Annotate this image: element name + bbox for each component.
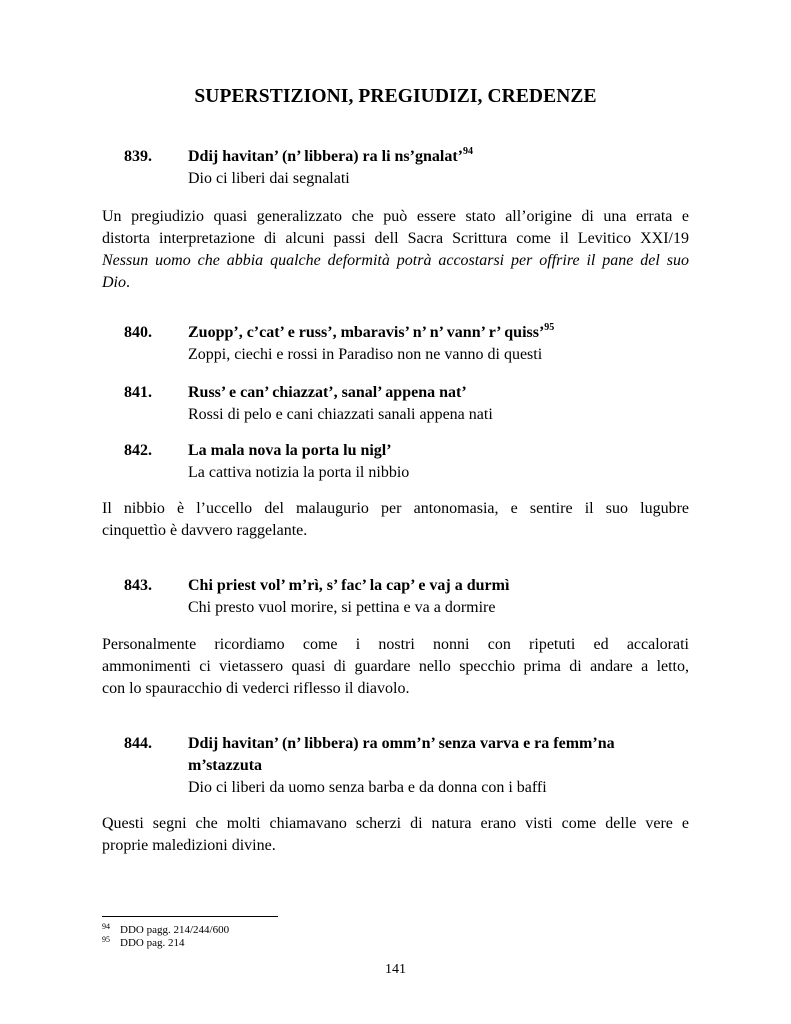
paragraph-line: distorta interpretazione di alcuni passi dell Sacra Scrittura come il Levitico XXI/19 bbox=[102, 230, 689, 247]
paragraph-line: proprie maledizioni divine. bbox=[102, 837, 276, 854]
proverb-entry-841 bbox=[124, 382, 689, 426]
proverb-dialect: Zuopp’, c’cat’ e russ’, mbaravis’ n’ n’ vann’ r’ quiss’$^{95}$ bbox=[188, 322, 555, 341]
commentary-paragraph bbox=[102, 813, 689, 857]
proverb-dialect bbox=[188, 733, 689, 777]
commentary-paragraph bbox=[102, 498, 689, 542]
proverb-entry-840 bbox=[124, 322, 689, 366]
proverb-translation: La cattiva notizia la porta il nibbio bbox=[188, 464, 410, 481]
proverb-translation: Zoppi, ciechi e rossi in Paradiso non ne vanno di questi bbox=[188, 346, 543, 363]
proverb-entry-843 bbox=[124, 575, 689, 619]
proverb-number: 844. bbox=[124, 735, 152, 752]
proverb-dialect: La mala nova la porta lu nigl’ bbox=[188, 442, 392, 459]
proverb-number: 841. bbox=[124, 384, 152, 401]
paragraph-line: con lo spauracchio di vederci riflesso il diavolo. bbox=[102, 680, 410, 697]
proverb-number: 840. bbox=[124, 324, 152, 341]
proverb-entry-842 bbox=[124, 440, 689, 484]
footnote-mark: 95 bbox=[102, 935, 110, 944]
footnote-ref[interactable]: 95 bbox=[544, 322, 555, 333]
page-title: SUPERSTIZIONI, PREGIUDIZI, CREDENZE bbox=[194, 86, 597, 107]
paragraph-line: Il nibbio è l’uccello del malaugurio per antonomasia, e sentire il suo lugubre bbox=[102, 500, 689, 517]
proverb-number: 839. bbox=[124, 148, 152, 165]
proverb-number: 843. bbox=[124, 577, 152, 594]
proverb-translation: Dio ci liberi da uomo senza barba e da donna con i baffi bbox=[188, 779, 547, 796]
proverb-number: 842. bbox=[124, 442, 152, 459]
paragraph-line: ammonimenti ci vietassero quasi di guardare nello specchio prima di andare a letto, bbox=[102, 658, 689, 675]
paragraph-line: Questi segni che molti chiamavano scherzi di natura erano visti come delle vere e bbox=[102, 815, 689, 832]
paragraph-line: Un pregiudizio quasi generalizzato che può essere stato all’origine di una errata e bbox=[102, 208, 689, 225]
proverb-translation: Rossi di pelo e cani chiazzati sanali appena nati bbox=[188, 406, 493, 423]
paragraph-line: cinquettìo è davvero raggelante. bbox=[102, 522, 308, 539]
proverb-dialect: Russ’ e can’ chiazzat’, sanal’ appena nat’ bbox=[188, 384, 467, 401]
proverb-dialect-line: Ddij havitan’ (n’ libbera) ra omm’n’ senza varva e ra femm’na bbox=[188, 735, 615, 752]
footnote-ref[interactable]: 94 bbox=[462, 146, 473, 157]
footnote-mark: 94 bbox=[102, 922, 110, 931]
commentary-paragraph bbox=[102, 206, 689, 294]
footnote: $^{94}$ DDO pagg. 214/244/600 bbox=[102, 922, 230, 936]
footnote-separator bbox=[102, 916, 278, 917]
proverb-translation: Chi presto vuol morire, si pettina e va a dormire bbox=[188, 599, 496, 616]
proverb-dialect: Chi priest vol’ m’rì, s’ fac’ la cap’ e vaj a durmì bbox=[188, 577, 510, 594]
paragraph-line: Dio. bbox=[102, 274, 130, 291]
footnote: $^{95}$ DDO pag. 214 bbox=[102, 935, 185, 949]
paragraph-line: Personalmente ricordiamo come i nostri nonni con ripetuti ed accalorati bbox=[102, 636, 689, 653]
proverb-translation: Dio ci liberi dai segnalati bbox=[188, 170, 350, 187]
proverb-dialect-line: m’stazzuta bbox=[188, 757, 263, 774]
page-number: 141 bbox=[385, 962, 406, 977]
paragraph-line: Nessun uomo che abbia qualche deformità potrà accostarsi per offrire il pane del suo bbox=[102, 252, 689, 269]
commentary-paragraph bbox=[102, 634, 689, 700]
proverb-entry-839 bbox=[124, 146, 689, 190]
proverb-dialect: Ddij havitan’ (n’ libbera) ra li ns’gnalat’$^{94}$ bbox=[188, 146, 473, 165]
proverb-entry-844 bbox=[124, 733, 689, 799]
